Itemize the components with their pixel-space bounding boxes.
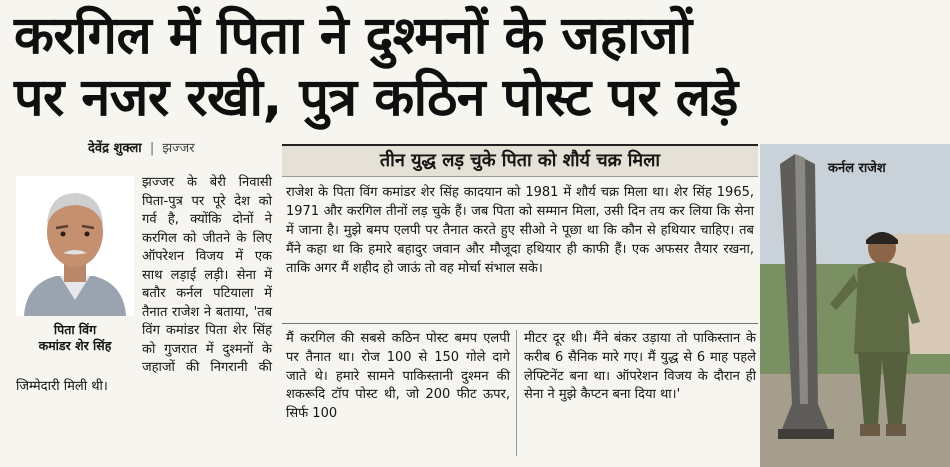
byline-separator: |: [149, 141, 155, 156]
byline-author: देवेंद्र शुक्ला: [88, 141, 142, 156]
colonel-photo: [760, 144, 950, 467]
colonel-with-missile-icon: [760, 144, 950, 467]
bottom-right-paragraph: मीटर दूर थी। मैंने बंकर उड़ाया तो पाकिस्तान के करीब 6 सैनिक मारे गए। मैं युद्ध से 6 माह पहले लेफ्टिनेंट बना था। ऑपरेशन विजय के दौरान ही सेना ने मुझे कैप्टन बना दिया था।': [524, 331, 756, 403]
colonel-photo-label: कर्नल राजेश: [828, 161, 886, 176]
headline-line-2: पर नजर रखी, पुत्र कठिन पोस्ट पर लड़े: [14, 68, 738, 128]
father-photo-box: [16, 176, 134, 362]
section-divider: [282, 323, 758, 324]
headline: [0, 0, 950, 132]
father-portrait-icon: [16, 176, 134, 316]
subheading: तीन युद्ध लड़ चुके पिता को शौर्य चक्र मिला: [282, 144, 758, 177]
caption-line-1: पिता विंग: [53, 322, 97, 337]
caption-line-2: कमांडर शेर सिंह: [38, 338, 112, 353]
column-divider: [516, 330, 517, 456]
father-photo: [16, 176, 134, 316]
main-article-column: [282, 144, 758, 278]
byline: [88, 138, 195, 156]
main-paragraph: राजेश के पिता विंग कमांडर शेर सिंह कादयान को 1981 में शौर्य चक्र मिला था। शेर सिंह 1965, 1971 और करगिल तीनों लड़ चुके हैं। जब पिता को सम्मान मिला, उसी दिन तय कर लिया कि सेना में जाना है। मुझे बमप एलपी पर तैनात करते हुए सीओ ने पूछा था कि कौन से हथियार चाहिए। तब मैंने कहा था कि हमारे बहादुर जवान और मौजूदा हथियार ही काफी हैं। एक अफसर तैयार रखना, ताकि अगर मैं शहीद हो जाऊं तो वह मोर्चा संभाल सके।: [286, 185, 754, 276]
headline-line-1: करगिल में पिता ने दुश्मनों के जहाजों: [14, 6, 692, 66]
byline-place: झज्जर: [162, 141, 195, 156]
intro-text: झज्जर के बेरी निवासी पिता-पुत्र पर पूरे देश को गर्व है, क्योंकि दोनों ने करगिल को जीतने के लिए ऑपरेशन विजय में एक साथ लड़ाई लड़ी। सेना में बतौर कर्नल पटियाला में तैनात राजेश ने बताया, 'तब विंग कमांडर पिता शेर सिंह को गुजरात में दुश्मनों के जहाजों की निगरानी की जिम्मेदारी मिली थी।: [16, 175, 272, 394]
bottom-left-paragraph: मैं करगिल की सबसे कठिन पोस्ट बमप एलपी पर तैनात था। रोज 100 से 150 गोले दागे जाते थे। हमारे सामने पाकिस्तानी दुश्मन की शकरूदि टॉप पोस्ट थी, जो 200 फीट ऊपर, सिर्फ 100: [286, 331, 510, 422]
intro-column: [16, 174, 272, 396]
father-photo-caption: [16, 322, 134, 354]
